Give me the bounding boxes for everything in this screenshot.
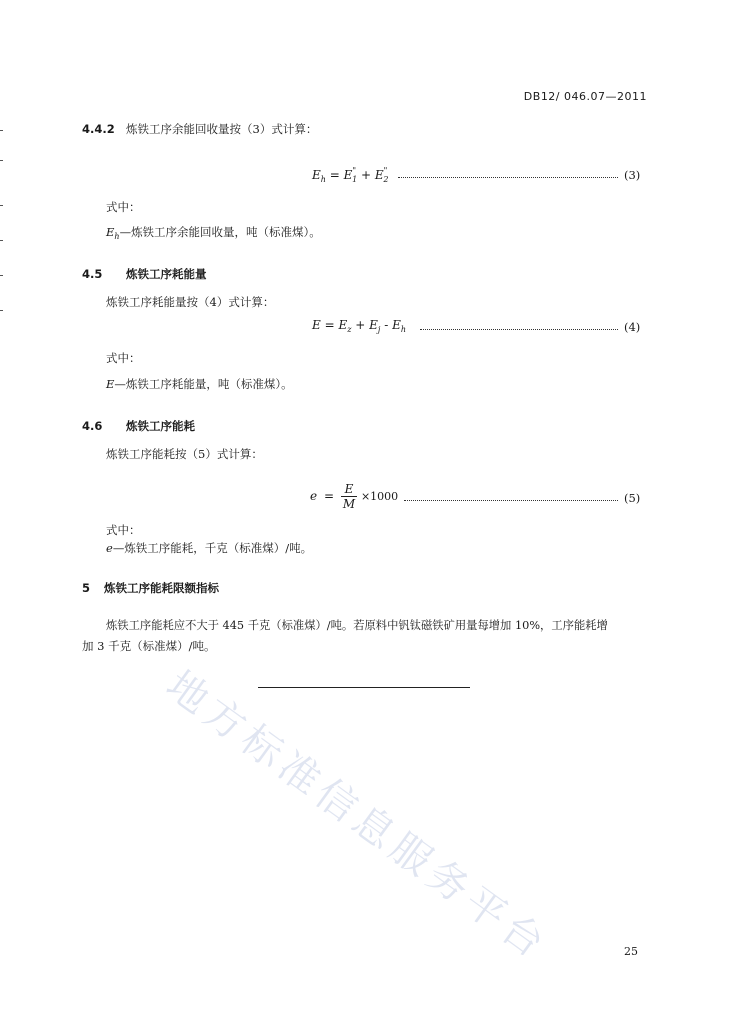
watermark: 地方标准信息服务平台 bbox=[157, 662, 557, 970]
margin-mark bbox=[0, 240, 3, 241]
formula-intro: 炼铁工序能耗按（5）式计算： bbox=[106, 447, 263, 461]
margin-mark bbox=[0, 130, 3, 131]
symbol-definition: E—炼铁工序耗能量，吨（标准煤）。 bbox=[106, 377, 293, 391]
section-number: 4.5 bbox=[82, 267, 103, 281]
formula-intro: 炼铁工序耗能量按（4）式计算： bbox=[106, 295, 275, 309]
formula-3: $E_h = E^"_1 + E^"_2$ bbox=[312, 166, 389, 184]
margin-mark bbox=[0, 275, 3, 276]
formula-5: e = $\frac{E}{M}$ ×1000 bbox=[310, 482, 399, 511]
margin-mark bbox=[0, 160, 3, 161]
section-4-4-2-heading bbox=[82, 121, 317, 137]
section-number: 4.4.2 bbox=[82, 122, 115, 136]
section-title: 炼铁工序能耗 bbox=[126, 419, 195, 433]
where-label: 式中： bbox=[106, 200, 141, 214]
formula-4: $E = E_z + E_j - E_h$ bbox=[312, 318, 406, 334]
section-4-6-heading bbox=[82, 418, 195, 434]
section-4-5-heading bbox=[82, 266, 207, 282]
margin-mark bbox=[0, 310, 3, 311]
symbol-definition: $E_h—$炼铁工序余能回收量，吨（标准煤）。 bbox=[106, 225, 321, 241]
margin-mark bbox=[0, 205, 3, 206]
where-label: 式中： bbox=[106, 351, 141, 365]
fraction: $\frac{E}{M}$ bbox=[342, 482, 356, 511]
page-number: 25 bbox=[624, 945, 638, 958]
section-title: 炼铁工序耗能量 bbox=[126, 267, 207, 281]
dot-leader bbox=[420, 329, 618, 330]
equation-number-4: (4) bbox=[624, 320, 641, 334]
section-title: 炼铁工序余能回收量按（3）式计算： bbox=[126, 122, 318, 136]
section-5-heading bbox=[82, 580, 219, 596]
dot-leader bbox=[404, 500, 618, 501]
symbol-definition: e—炼铁工序能耗，千克（标准煤）/吨。 bbox=[106, 541, 313, 555]
section-title: 炼铁工序能耗限额指标 bbox=[104, 581, 219, 595]
section-number: 5 bbox=[82, 581, 91, 595]
limit-paragraph-line-2: 加 3 千克（标准煤）/吨。 bbox=[82, 639, 216, 653]
limit-paragraph-line-1: 炼铁工序能耗应不大于 445 千克（标准煤）/吨。若原料中钒钛磁铁矿用量每增加 10%，工序能耗增 bbox=[106, 619, 608, 632]
dot-leader bbox=[398, 177, 618, 178]
standard-number: DB12/ 046.07—2011 bbox=[523, 90, 647, 103]
equation-number-3: (3) bbox=[624, 168, 641, 182]
where-label: 式中： bbox=[106, 523, 141, 537]
equation-number-5: (5) bbox=[624, 491, 641, 505]
section-number: 4.6 bbox=[82, 419, 103, 433]
end-rule bbox=[258, 687, 470, 688]
